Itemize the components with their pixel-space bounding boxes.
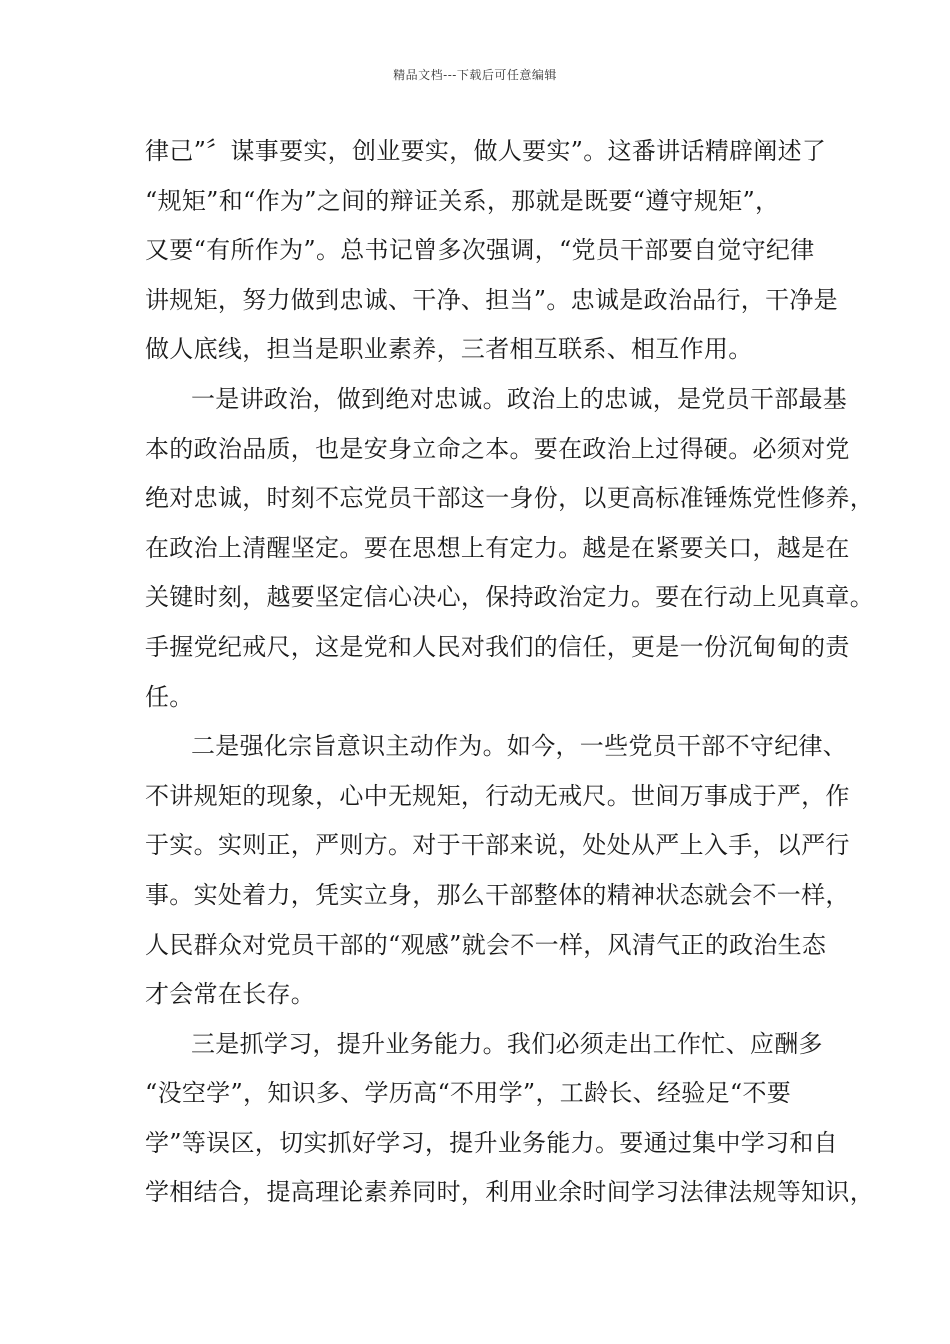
- text-line: “规矩”和“作为”之间的辩证关系，那就是既要“遵守规矩”，: [145, 186, 780, 215]
- text-line: 任。: [145, 682, 194, 711]
- text-line: 于实。实则正，严则方。对于干部来说，处处从严上入手，以严行: [145, 831, 850, 860]
- text-line: 做人底线，担当是职业素养，三者相互联系、相互作用。: [145, 335, 753, 364]
- paragraph-3: [145, 722, 850, 1020]
- paragraph-1: [145, 127, 838, 375]
- paragraph-2: [145, 375, 874, 722]
- paragraph-4: [145, 1020, 874, 1218]
- text-line: “没空学”，知识多、学历高“不用学”，工龄长、经验足“不要: [145, 1079, 792, 1108]
- text-line: 又要“有所作为”。总书记曾多次强调，“党员干部要自觉守纪律: [145, 236, 815, 265]
- text-line: 律己”〞谋事要实，创业要实，做人要实”。这番讲话精辟阐述了: [145, 137, 827, 165]
- text-line: 人民群众对党员干部的“观感”就会不一样，风清气正的政治生态: [145, 930, 827, 959]
- text-line: 一是讲政治，做到绝对忠诚。政治上的忠诚，是党员干部最基: [191, 384, 848, 413]
- text-line: 二是强化宗旨意识主动作为。如今，一些党员干部不守纪律、: [191, 732, 848, 761]
- text-line: 手握党纪戒尺，这是党和人民对我们的信任，更是一份沉甸甸的责: [145, 632, 850, 661]
- text-line: 学相结合，提高理论素养同时，利用业余时间学习法律法规等知识，: [145, 1178, 874, 1207]
- page-header: 精品文档---下载后可任意编辑: [393, 68, 557, 82]
- text-line: 绝对忠诚，时刻不忘党员干部这一身份，以更高标准锤炼党性修养，: [145, 484, 874, 513]
- text-line: 才会常在长存。: [145, 980, 316, 1009]
- text-line: 三是抓学习，提升业务能力。我们必须走出工作忙、应酬多: [191, 1029, 823, 1058]
- text-line: 本的政治品质，也是安身立命之本。要在政治上过得硬。必须对党: [145, 434, 850, 463]
- text-line: 关键时刻，越要坚定信心决心，保持政治定力。要在行动上见真章。: [145, 583, 874, 612]
- text-line: 不讲规矩的现象，心中无规矩，行动无戒尺。世间万事成于严，作: [145, 781, 850, 810]
- text-line: 讲规矩，努力做到忠诚、干净、担当”。忠诚是政治品行，干净是: [145, 285, 838, 314]
- text-line: 事。实处着力，凭实立身，那么干部整体的精神状态就会不一样，: [145, 880, 850, 909]
- text-line: 在政治上清醒坚定。要在思想上有定力。越是在紧要关口，越是在: [145, 533, 850, 562]
- text-line: 学”等误区，切实抓好学习，提升业务能力。要通过集中学习和自: [145, 1128, 838, 1157]
- document-body: [145, 127, 874, 1218]
